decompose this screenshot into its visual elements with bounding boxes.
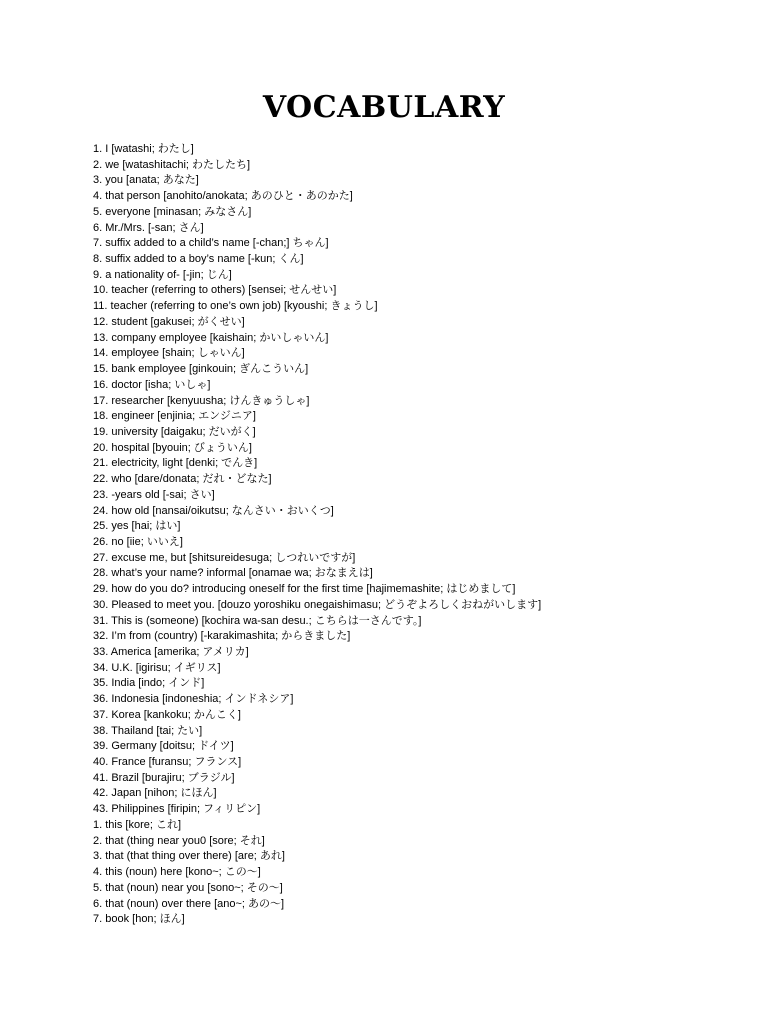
vocabulary-entry: 11. teacher (referring to one’s own job) [kyoushi; きょうし] [93,300,378,313]
vocabulary-entry: 15. bank employee [ginkouin; ぎんこういん] [93,363,309,376]
vocabulary-entry: 26. no [iie; いいえ] [93,535,183,548]
vocabulary-entry: 10. teacher (referring to others) [sensei; せんせい] [93,284,337,297]
vocabulary-entry: 23. -years old [-sai; さい] [93,488,215,501]
vocabulary-entry: 9. a nationality of- [-jin; じん] [93,268,232,281]
vocabulary-entry: 32. I’m from (country) [-karakimashita; からきました] [93,630,351,643]
page-title: VOCABULARY [262,90,506,125]
vocabulary-entry: 7. book [hon; ほん] [93,913,185,926]
vocabulary-entry: 34. U.K. [igirisu; イギリス] [93,661,221,674]
vocabulary-entry: 6. Mr./Mrs. [-san; さん] [93,221,204,234]
vocabulary-entry: 2. that (thing near you0 [sore; それ] [93,834,265,847]
vocabulary-entry: 43. Philippines [firipin; フィリピン] [93,803,261,816]
vocabulary-entry: 18. engineer [enjinia; エンジニア] [93,410,256,423]
vocabulary-entry: 4. this (noun) here [kono~; この〜] [93,866,261,879]
vocabulary-entry: 33. America [amerika; アメリカ] [93,646,249,658]
vocabulary-entry: 28. what’s your name? informal [onamae wa; おなまえは] [93,567,373,580]
vocabulary-entry: 5. that (noun) near you [sono~; その〜] [93,881,283,894]
vocabulary-list [93,142,753,928]
vocabulary-entry: 7. suffix added to a child’s name [-chan;] ちゃん] [93,237,329,250]
vocabulary-entry: 8. suffix added to a boy’s name [-kun; くん] [93,253,304,266]
vocabulary-entry: 20. hospital [byouin; びょういん] [93,441,252,454]
vocabulary-entry: 6. that (noun) over there [ano~; あの〜] [93,897,285,910]
vocabulary-entry: 22. who [dare/donata; だれ・どなた] [93,473,272,486]
vocabulary-entry: 16. doctor [isha; いしゃ] [93,378,211,391]
vocabulary-entry: 3. that (that thing over there) [are; あれ] [93,850,285,863]
vocabulary-entry: 12. student [gakusei; がくせい] [93,315,245,328]
vocabulary-entry: 24. how old [nansai/oikutsu; なんさい・おいくつ] [93,504,334,517]
vocabulary-entry: 21. electricity, light [denki; でんき] [93,457,258,470]
vocabulary-entry: 4. that person [anohito/anokata; あのひと・あのかた] [93,190,353,203]
vocabulary-entry: 1. this [kore; これ] [93,818,182,831]
vocabulary-entry: 37. Korea [kankoku; かんこく] [93,708,241,721]
vocabulary-entry: 31. This is (someone) [kochira wa-san desu.; こちらは一さんです。] [93,614,422,627]
vocabulary-entry: 38. Thailand [tai; たい] [93,724,203,737]
vocabulary-entry: 19. university [daigaku; だいがく] [93,425,256,438]
vocabulary-entry: 27. excuse me, but [shitsureidesuga; しつれいですが] [93,551,356,564]
vocabulary-entry: 17. researcher [kenyuusha; けんきゅうしゃ] [93,394,310,407]
vocabulary-entry: 14. employee [shain; しゃいん] [93,347,245,360]
vocabulary-entry: 13. company employee [kaishain; かいしゃいん] [93,331,329,344]
vocabulary-entry: 39. Germany [doitsu; ドイツ] [93,740,234,753]
vocabulary-entry: 5. everyone [minasan; みなさん] [93,205,252,218]
vocabulary-entry: 36. Indonesia [indoneshia; インドネシア] [93,693,294,706]
vocabulary-entry: 42. Japan [nihon; にほん] [93,787,217,800]
vocabulary-entry: 30. Pleased to meet you. [douzo yoroshiku onegaishimasu; どうぞよろしくおねがいします] [93,598,542,611]
vocabulary-entry: 29. how do you do? introducing oneself for the first time [hajimemashite; はじめまして] [93,583,516,596]
vocabulary-entry: 41. Brazil [burajiru; ブラジル] [93,771,235,784]
vocabulary-entry: 3. you [anata; あなた] [93,174,199,187]
vocabulary-entry: 40. France [furansu; フランス] [93,756,242,769]
vocabulary-entry: 35. India [indo; インド] [93,677,205,690]
vocabulary-entry: 25. yes [hai; はい] [93,520,181,533]
vocabulary-entry: 2. we [watashitachi; わたしたち] [93,158,251,171]
vocabulary-entry: 1. I [watashi; わたし] [93,143,194,155]
